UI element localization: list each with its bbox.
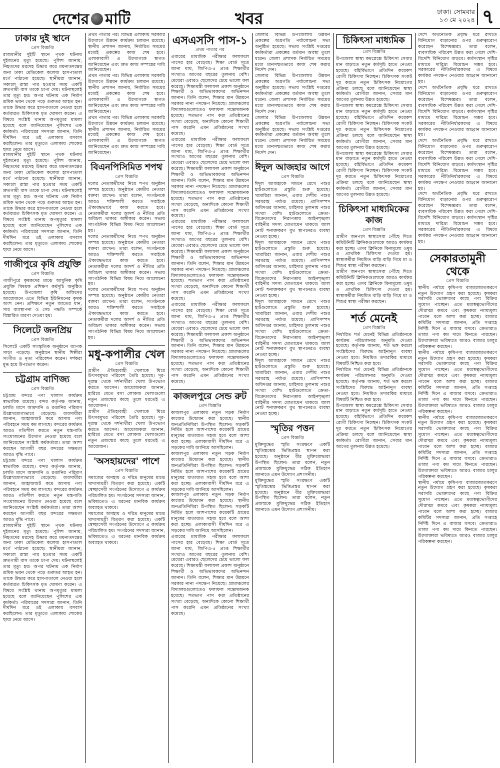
article-body: জেলার বিভিন্ন উপজেলায় উন্নয়ন প্রকল্পের অগ্রগতি পর্যালোচনা সভা অনুষ্ঠিত হয়েছে। সভায় সংশ্লিষ্ট দপ্তরের কর্মকর্তারা প্রকল্পের বর্তমান অবস্থা তুলে ধরেন। জেলা প্রশাসক নির্ধারিত সময়ের মধ্যে মানসম্মতভাবে কাজ শেষ করার নির্দেশ দেন। — [255, 33, 330, 74]
column-2 — [88, 33, 165, 763]
headline: চিকিৎসা মাধ্যমিকের কাজ — [338, 204, 410, 226]
article-body: দলের নেতাকর্মীদের নিয়ে শপথ অনুষ্ঠান সম্পন্ন হয়েছে। অনুষ্ঠানে কেন্দ্রীয় নেতারা বক্তব্য রাখেন। তারা বলেন, সংগঠনকে আরও শক্তিশালী করতে সবাইকে ঐক্যবদ্ধভাবে কাজ করতে হবে। নেতাকর্মীরা দলের আদর্শ ও নীতির প্রতি অবিচল থাকার অঙ্গীকার করেন। সভায় সাংগঠনিক বিভিন্ন বিষয় নিয়ে আলোচনা হয়। — [88, 182, 165, 235]
column-3 — [171, 33, 249, 763]
column-5 — [336, 33, 412, 763]
article-body: রাজধানীর দুইটি স্থানে পৃথক ঘটনায় দুইজনের মৃত্যু হয়েছে। পুলিশ জানায়, নিহতদের মরদেহ উদ্ধার করে ময়নাতদন্তের জন্য ঢাকা মেডিকেল কলেজ হাসপাতাল মর্গে পাঠানো হয়েছে। স্থানীয়রা জানান, সকালে রাস্তা পার হওয়ার সময় একটি দ্রুতগামী বাস তাকে চাপা দেয়। ঘটনাস্থলেই তার মৃত্যু হয়। অপর ঘটনায় এক নির্মাণ শ্রমিক ভবন থেকে পড়ে গুরুতর আহত হন। তাকে উদ্ধার করে হাসপাতালে নেওয়া হলে কর্তব্যরত চিকিৎসক মৃত ঘোষণা করেন। এ বিষয়ে সংশ্লিষ্ট থানায় অপমৃত্যুর মামলা হয়েছে বলে জানিয়েছেন পুলিশের এক কর্মকর্তা। পরিবারের সদস্যরা জানান, তিনি দীর্ঘদিন ধরে ওই এলাকায় বসবাস করছিলেন। তার মৃত্যুতে এলাকায় শোকের ছায়া নেমে আসে। — [3, 523, 82, 624]
divider — [88, 345, 165, 346]
article-body: এবারের মাধ্যমিক পরীক্ষার ফলাফলে পাসের হার বেড়েছে। শিক্ষা বোর্ড সূত্রে জানা যায়, জিপিএ-৫ প্রাপ্ত শিক্ষার্থীর সংখ্যাও আগের বছরের তুলনায় বেশি। মেয়েরা এবারও ছেলেদের চেয়ে ভালো ফল করেছে। শিক্ষামন্ত্রী ফলাফল প্রকাশ অনুষ্ঠানে শিক্ষার্থী ও অভিভাবকদের অভিনন্দন জানান। তিনি বলেন, শিক্ষার মান উন্নয়নে সরকার নানা পদক্ষেপ নিয়েছে। গ্রামাঞ্চলের বিদ্যালয়গুলোতেও ফলাফল সন্তোষজনক হয়েছে। শতভাগ পাস করা প্রতিষ্ঠানের সংখ্যা বেড়েছে, অন্যদিকে কোনো শিক্ষার্থী পাস করেনি এমন প্রতিষ্ঠানের সংখ্যা কমেছে। — [171, 55, 249, 137]
article-body: মুক্তিযুদ্ধের স্মৃতি সংরক্ষণে একটি স্মৃতিস্তম্ভের ভিত্তিপ্রস্তর স্থাপন করা হয়েছে। অনুষ্ঠানে বীর মুক্তিযোদ্ধারা উপস্থিত ছিলেন। তারা বলেন, নতুন প্রজন্মকে মুক্তিযুদ্ধের সঠিক ইতিহাস জানাতে এমন উদ্যোগ প্রশংসনীয়। — [255, 443, 330, 478]
headline: চট্টগ্রাম বাণিজ্য — [15, 374, 70, 385]
article-body: স্থানীয় পর্যায়ে কৃষিপণ্য বাজারজাতকরণে নতুন উদ্যোগ গ্রহণ করা হয়েছে। কৃষকরা সরাসরি ভোক্তাদের কাছে পণ্য বিক্রির সুযোগ পাচ্ছেন। এতে মধ্যস্বত্বভোগীদের দৌরাত্ম্য কমবে এবং কৃষকরা ন্যায্যমূল্য পাবেন বলে আশা করা হচ্ছে। বাজার কমিটির সদস্যরা জানান, প্রতি সপ্তাহে নির্দিষ্ট দিনে এ বাজার বসবে। ক্রেতারাও তাজা পণ্য কম দামে কিনতে পারছেন। উদ্যোক্তারা ভবিষ্যতে আরও বাজার চালুর পরিকল্পনা করছেন। — [418, 480, 497, 545]
article-body: নির্ধারিত শর্ত মেনেই বিভিন্ন প্রতিষ্ঠানকে কার্যক্রম পরিচালনার অনুমতি দেওয়া হয়েছে। কর্তৃপক্ষ জানায়, শর্ত ভঙ্গ করলে সংশ্লিষ্টদের বিরুদ্ধে আইনানুগ ব্যবস্থা নেওয়া হবে। নিয়মিত তদারকির মাধ্যমে বিষয়টি নিশ্চিত করা হবে। — [336, 332, 412, 368]
byline: প্রেস বিজ্ঞপ্তি — [446, 278, 469, 284]
byline: প্রেস বিজ্ঞপ্তি — [362, 227, 386, 233]
divider — [336, 309, 412, 310]
article-body: এবারের মাধ্যমিক পরীক্ষার ফলাফলে পাসের হার বেড়েছে। শিক্ষা বোর্ড সূত্রে জানা যায়, জিপিএ-৫ প্রাপ্ত শিক্ষার্থীর সংখ্যাও আগের বছরের তুলনায় বেশি। মেয়েরা এবারও ছেলেদের চেয়ে ভালো ফল করেছে। শিক্ষামন্ত্রী ফলাফল প্রকাশ অনুষ্ঠানে শিক্ষার্থী ও অভিভাবকদের অভিনন্দন জানান। তিনি বলেন, শিক্ষার মান উন্নয়নে সরকার নানা পদক্ষেপ নিয়েছে। গ্রামাঞ্চলের বিদ্যালয়গুলোতেও ফলাফল সন্তোষজনক হয়েছে। শতভাগ পাস করা প্রতিষ্ঠানের সংখ্যা বেড়েছে, অন্যদিকে কোনো শিক্ষার্থী পাস করেনি এমন প্রতিষ্ঠানের সংখ্যা কমেছে। — [171, 303, 249, 385]
article-body: সমাজের অসহায় ও দরিদ্র মানুষের মাঝে খাদ্যসামগ্রী বিতরণ করা হয়েছে। একটি স্বেচ্ছাসেবী সংগঠনের উদ্যোগে এ কার্যক্রম পরিচালিত হয়। সংগঠনের সদস্যরা জানান, ভবিষ্যতেও এ ধরনের মানবিক কার্যক্রম অব্যাহত থাকবে। — [88, 511, 165, 547]
masthead — [52, 8, 130, 33]
article-body: সমাজের অসহায় ও দরিদ্র মানুষের মাঝে খাদ্যসামগ্রী বিতরণ করা হয়েছে। একটি স্বেচ্ছাসেবী সংগঠনের উদ্যোগে এ কার্যক্রম পরিচালিত হয়। সংগঠনের সদস্যরা জানান, ভবিষ্যতেও এ ধরনের মানবিক কার্যক্রম অব্যাহত থাকবে। — [88, 476, 165, 511]
article-body: প্রথম পাতার পর। বিভিন্ন এলাকায় সরকারি উদ্যোগে উন্নয়ন কার্যক্রম চলমান রয়েছে। স্থানীয় প্রশাসন জানায়, নির্ধারিত সময়ের মধ্যেই প্রকল্পের কাজ শেষ হবে। এলাকাবাসী এ উদ্যোগকে স্বাগত জানিয়েছেন এবং দ্রুত কাজ সম্পন্নের দাবি জানিয়েছেন। — [88, 115, 165, 157]
column-rule — [168, 33, 169, 763]
article-body: উপজেলা স্বাস্থ্য কমপ্লেক্সে চিকিৎসা সেবার মান বাড়াতে নতুন কর্মসূচি হাতে নেওয়া হয়েছে। বহির্বিভাগে প্রতিদিন কয়েকশ রোগী চিকিৎসা নিচ্ছেন। চিকিৎসক সংকট দূর করতে নতুন চিকিৎসক নিয়োগের প্রক্রিয়া চলছে বলে জানিয়েছেন স্বাস্থ্য কর্মকর্তা। রোগীরা জানান, সেবার মান আগের তুলনায় উন্নত হয়েছে। — [336, 151, 412, 198]
divider — [3, 257, 82, 258]
article-body: দেশে অর্থনৈতিক প্রবৃদ্ধি ধরে রাখতে বিনিয়োগ বাড়ানোর ওপর গুরুত্বারোপ করেছেন বিশেষজ্ঞরা। তারা বলেন, ব্যবসায়িক পরিবেশ উন্নত করা গেলে দেশি-বিদেশি বিনিয়োগ বাড়বে। কর্মসংস্থান সৃষ্টির মাধ্যমে দারিদ্র্য বিমোচন সম্ভব হবে। সরকারের নীতিনির্ধারকদের এ বিষয়ে কার্যকর পদক্ষেপ নেওয়ার আহ্বান জানানো হয়। — [418, 86, 497, 139]
headline: সিলেটে জনপ্রিয় — [13, 326, 72, 337]
article-body: দেশে অর্থনৈতিক প্রবৃদ্ধি ধরে রাখতে বিনিয়োগ বাড়ানোর ওপর গুরুত্বারোপ করেছেন বিশেষজ্ঞরা। তারা বলেন, ব্যবসায়িক পরিবেশ উন্নত করা গেলে দেশি-বিদেশি বিনিয়োগ বাড়বে। কর্মসংস্থান সৃষ্টির মাধ্যমে দারিদ্র্য বিমোচন সম্ভব হবে। সরকারের নীতিনির্ধারকদের এ বিষয়ে কার্যকর পদক্ষেপ নেওয়ার আহ্বান জানানো হয়। — [418, 139, 497, 192]
page-header — [0, 0, 500, 29]
headline: সেকারতামুনী থেকে — [429, 251, 486, 278]
headline: চিকিৎসা মাধ্যমিক — [336, 34, 412, 49]
divider — [255, 160, 330, 161]
article-body: ঈদুল আজহাকে সামনে রেখে পশুর হাটগুলোতে প্রস্তুতি শুরু হয়েছে। খামারিরা জানান, এবার দেশীয় পশুর সরবরাহ পর্যাপ্ত রয়েছে। প্রাণিসম্পদ অধিদপ্তর জানায়, চাহিদার তুলনায় পশুর সংখ্যা বেশি। হাটগুলোতে ক্রেতা-বিক্রেতাদের নিরাপত্তায় আইনশৃঙ্খলা বাহিনীর সদস্য মোতায়েন থাকবে। জাল নোট শনাক্তকরণ বুথ স্থাপনেরও ব্যবস্থা নেওয়া হচ্ছে। — [255, 300, 330, 359]
byline: প্রেস বিজ্ঞপ্তি — [362, 325, 386, 331]
headline: এসএসসি পাস-১ — [172, 34, 248, 47]
divider — [3, 323, 82, 324]
article-body: স্থানীয় পর্যায়ে কৃষিপণ্য বাজারজাতকরণে নতুন উদ্যোগ গ্রহণ করা হয়েছে। কৃষকরা সরাসরি ভোক্তাদের কাছে পণ্য বিক্রির সুযোগ পাচ্ছেন। এতে মধ্যস্বত্বভোগীদের দৌরাত্ম্য কমবে এবং কৃষকরা ন্যায্যমূল্য পাবেন বলে আশা করা হচ্ছে। বাজার কমিটির সদস্যরা জানান, প্রতি সপ্তাহে নির্দিষ্ট দিনে এ বাজার বসবে। ক্রেতারাও তাজা পণ্য কম দামে কিনতে পারছেন। উদ্যোক্তারা ভবিষ্যতে আরও বাজার চালুর পরিকল্পনা করছেন। — [418, 415, 497, 480]
article-body: ঈদুল আজহাকে সামনে রেখে পশুর হাটগুলোতে প্রস্তুতি শুরু হয়েছে। খামারিরা জানান, এবার দেশীয় পশুর সরবরাহ পর্যাপ্ত রয়েছে। প্রাণিসম্পদ অধিদপ্তর জানায়, চাহিদার তুলনায় পশুর সংখ্যা বেশি। হাটগুলোতে ক্রেতা-বিক্রেতাদের নিরাপত্তায় আইনশৃঙ্খলা বাহিনীর সদস্য মোতায়েন থাকবে। জাল নোট শনাক্তকরণ বুথ স্থাপনেরও ব্যবস্থা নেওয়া হচ্ছে। — [255, 182, 330, 241]
article-body: প্রথম পাতার পর। বিভিন্ন এলাকায় সরকারি উদ্যোগে উন্নয়ন কার্যক্রম চলমান রয়েছে। স্থানীয় প্রশাসন জানায়, নির্ধারিত সময়ের মধ্যেই প্রকল্পের কাজ শেষ হবে। এলাকাবাসী এ উদ্যোগকে স্বাগত জানিয়েছেন এবং দ্রুত কাজ সম্পন্নের দাবি জানিয়েছেন। — [88, 33, 165, 74]
byline: প্রেস বিজ্ঞপ্তি — [198, 403, 222, 409]
headline: কাজলপুরে সেন্ড রুট — [173, 391, 247, 402]
article-body: সিলেটে একটি সাংস্কৃতিক অনুষ্ঠানে ব্যাপক সাড়া পড়েছে। অনুষ্ঠানে স্থানীয় শিল্পীরা সংগীত ও নৃত্য পরিবেশন করেন। দর্শকরা মুগ্ধ হয়ে উপভোগ করেন। — [3, 345, 82, 368]
page-number: ৭ — [477, 3, 498, 25]
headline: ঢাকার দুই স্থানে — [15, 34, 70, 44]
article-body: জেলার বিভিন্ন উপজেলায় উন্নয়ন প্রকল্পের অগ্রগতি পর্যালোচনা সভা অনুষ্ঠিত হয়েছে। সভায় সংশ্লিষ্ট দপ্তরের কর্মকর্তারা প্রকল্পের বর্তমান অবস্থা তুলে ধরেন। জেলা প্রশাসক নির্ধারিত সময়ের মধ্যে মানসম্মতভাবে কাজ শেষ করার নির্দেশ দেন। — [255, 74, 330, 115]
headline: স্মৃতির পত্তন — [270, 424, 315, 435]
article-body: উপজেলা স্বাস্থ্য কমপ্লেক্সে চিকিৎসা সেবার মান বাড়াতে নতুন কর্মসূচি হাতে নেওয়া হয়েছে। বহির্বিভাগে প্রতিদিন কয়েকশ রোগী চিকিৎসা নিচ্ছেন। চিকিৎসক সংকট দূর করতে নতুন চিকিৎসক নিয়োগের প্রক্রিয়া চলছে বলে জানিয়েছেন স্বাস্থ্য কর্মকর্তা। রোগীরা জানান, সেবার মান আগের তুলনায় উন্নত হয়েছে। — [336, 57, 412, 104]
article-body: নির্ধারিত শর্ত মেনেই বিভিন্ন প্রতিষ্ঠানকে কার্যক্রম পরিচালনার অনুমতি দেওয়া হয়েছে। কর্তৃপক্ষ জানায়, শর্ত ভঙ্গ করলে সংশ্লিষ্টদের বিরুদ্ধে আইনানুগ ব্যবস্থা নেওয়া হবে। নিয়মিত তদারকির মাধ্যমে বিষয়টি নিশ্চিত করা হবে। — [336, 368, 412, 403]
byline: প্রেস বিজ্ঞপ্তি — [281, 436, 304, 442]
article-body: চট্টগ্রাম বন্দরে পণ্য খালাস কার্যক্রম স্বাভাবিক রয়েছে। বন্দর কর্তৃপক্ষ জানায়, চলতি মাসে আমদানি ও রপ্তানির পরিমাণ উল্লেখযোগ্যভাবে বেড়েছে। ব্যবসায়ীরা জানান, জাহাজজট কমে আসায় পণ্য পরিবহনে সময় কম লাগছে। বন্দরের কার্যক্রম আরও গতিশীল করতে নতুন যন্ত্রপাতি সংযোজনের উদ্যোগ নেওয়া হয়েছে বলে জানিয়েছেন সংশ্লিষ্ট কর্মকর্তারা। তারা আশা করছেন আগামী বছর বন্দরের সক্ষমতা আরও বৃদ্ধি পাবে। — [3, 458, 82, 523]
article-body: চট্টগ্রাম বন্দরে পণ্য খালাস কার্যক্রম স্বাভাবিক রয়েছে। বন্দর কর্তৃপক্ষ জানায়, চলতি মাসে আমদানি ও রপ্তানির পরিমাণ উল্লেখযোগ্যভাবে বেড়েছে। ব্যবসায়ীরা জানান, জাহাজজট কমে আসায় পণ্য পরিবহনে সময় কম লাগছে। বন্দরের কার্যক্রম আরও গতিশীল করতে নতুন যন্ত্রপাতি সংযোজনের উদ্যোগ নেওয়া হয়েছে বলে জানিয়েছেন সংশ্লিষ্ট কর্মকর্তারা। তারা আশা করছেন আগামী বছর বন্দরের সক্ষমতা আরও বৃদ্ধি পাবে। — [3, 393, 82, 458]
byline: প্রেস বিজ্ঞপ্তি — [362, 50, 386, 55]
article-body: এবারের মাধ্যমিক পরীক্ষার ফলাফলে পাসের হার বেড়েছে। শিক্ষা বোর্ড সূত্রে জানা যায়, জিপিএ-৫ প্রাপ্ত শিক্ষার্থীর সংখ্যাও আগের বছরের তুলনায় বেশি। মেয়েরা এবারও ছেলেদের চেয়ে ভালো ফল করেছে। শিক্ষামন্ত্রী ফলাফল প্রকাশ অনুষ্ঠানে শিক্ষার্থী ও অভিভাবকদের অভিনন্দন জানান। তিনি বলেন, শিক্ষার মান উন্নয়নে সরকার নানা পদক্ষেপ নিয়েছে। গ্রামাঞ্চলের বিদ্যালয়গুলোতেও ফলাফল সন্তোষজনক হয়েছে। শতভাগ পাস করা প্রতিষ্ঠানের সংখ্যা বেড়েছে, অন্যদিকে কোনো শিক্ষার্থী পাস করেনি এমন প্রতিষ্ঠানের সংখ্যা কমেছে। — [171, 534, 249, 617]
article-body: মুক্তিযুদ্ধের স্মৃতি সংরক্ষণে একটি স্মৃতিস্তম্ভের ভিত্তিপ্রস্তর স্থাপন করা হয়েছে। অনুষ্ঠানে বীর মুক্তিযোদ্ধারা উপস্থিত ছিলেন। তারা বলেন, নতুন প্রজন্মকে মুক্তিযুদ্ধের সঠিক ইতিহাস জানাতে এমন উদ্যোগ প্রশংসনীয়। — [255, 478, 330, 514]
byline: প্রেস বিজ্ঞপ্তি — [281, 175, 304, 181]
article-body: রাজধানীর দুইটি স্থানে পৃথক ঘটনায় দুইজনের মৃত্যু হয়েছে। পুলিশ জানায়, নিহতদের মরদেহ উদ্ধার করে ময়নাতদন্তের জন্য ঢাকা মেডিকেল কলেজ হাসপাতাল মর্গে পাঠানো হয়েছে। স্থানীয়রা জানান, সকালে রাস্তা পার হওয়ার সময় একটি দ্রুতগামী বাস তাকে চাপা দেয়। ঘটনাস্থলেই তার মৃত্যু হয়। অপর ঘটনায় এক নির্মাণ শ্রমিক ভবন থেকে পড়ে গুরুতর আহত হন। তাকে উদ্ধার করে হাসপাতালে নেওয়া হলে কর্তব্যরত চিকিৎসক মৃত ঘোষণা করেন। এ বিষয়ে সংশ্লিষ্ট থানায় অপমৃত্যুর মামলা হয়েছে বলে জানিয়েছেন পুলিশের এক কর্মকর্তা। পরিবারের সদস্যরা জানান, তিনি দীর্ঘদিন ধরে ওই এলাকায় বসবাস করছিলেন। তার মৃত্যুতে এলাকায় শোকের ছায়া নেমে আসে। — [3, 153, 82, 253]
byline: প্রেস বিজ্ঞপ্তি — [31, 338, 54, 344]
article-body: গ্রামীণ ঐতিহ্যবাহী খেলাকে ঘিরে উৎসবমুখর পরিবেশ তৈরি হয়েছে। দূর-দূরান্ত থেকে দর্শনার্থীরা খেলা উপভোগ করতে আসেন। আয়োজকরা জানান, হারিয়ে যেতে বসা লোকজ খেলাগুলো নতুন প্রজন্মের কাছে তুলে ধরতেই এ আয়োজন। — [88, 409, 165, 451]
masthead-right: মাটি — [105, 10, 131, 28]
article-body: রাজধানীর দুইটি স্থানে পৃথক ঘটনায় দুইজনের মৃত্যু হয়েছে। পুলিশ জানায়, নিহতদের মরদেহ উদ্ধার করে ময়নাতদন্তের জন্য ঢাকা মেডিকেল কলেজ হাসপাতাল মর্গে পাঠানো হয়েছে। স্থানীয়রা জানান, সকালে রাস্তা পার হওয়ার সময় একটি দ্রুতগামী বাস তাকে চাপা দেয়। ঘটনাস্থলেই তার মৃত্যু হয়। অপর ঘটনায় এক নির্মাণ শ্রমিক ভবন থেকে পড়ে গুরুতর আহত হন। তাকে উদ্ধার করে হাসপাতালে নেওয়া হলে কর্তব্যরত চিকিৎসক মৃত ঘোষণা করেন। এ বিষয়ে সংশ্লিষ্ট থানায় অপমৃত্যুর মামলা হয়েছে বলে জানিয়েছেন পুলিশের এক কর্মকর্তা। পরিবারের সদস্যরা জানান, তিনি দীর্ঘদিন ধরে ওই এলাকায় বসবাস করছিলেন। তার মৃত্যুতে এলাকায় শোকের ছায়া নেমে আসে। — [3, 53, 82, 153]
article-body: দলের নেতাকর্মীদের নিয়ে শপথ অনুষ্ঠান সম্পন্ন হয়েছে। অনুষ্ঠানে কেন্দ্রীয় নেতারা বক্তব্য রাখেন। তারা বলেন, সংগঠনকে আরও শক্তিশালী করতে সবাইকে ঐক্যবদ্ধভাবে কাজ করতে হবে। নেতাকর্মীরা দলের আদর্শ ও নীতির প্রতি অবিচল থাকার অঙ্গীকার করেন। সভায় সাংগঠনিক বিভিন্ন বিষয় নিয়ে আলোচনা হয়। — [88, 288, 165, 341]
headline: শর্ত মেনেই — [351, 311, 397, 325]
divider — [418, 249, 497, 250]
divider — [88, 160, 165, 161]
headline: 'অসহায়দের' পাশে — [93, 457, 160, 468]
article-body: গ্রামীণ জনপদে স্বাস্থ্যসেবা পৌঁছে দিতে কমিউনিটি ক্লিনিকগুলোকে আরও কার্যকর করা হচ্ছে। এসব ক্লিনিকে বিনামূল্যে ওষুধ ও প্রাথমিক চিকিৎসা দেওয়া হয়। স্বাস্থ্যকর্মীরা নিয়মিত বাড়ি বাড়ি গিয়ে মা ও শিশুর স্বাস্থ্য পরীক্ষা করছেন। — [336, 234, 412, 270]
article-body: কাজলপুর এলাকায় নতুন সড়ক নির্মাণ কাজের উদ্বোধন করা হয়েছে। স্থানীয় জনপ্রতিনিধিরা উপস্থিত ছিলেন। সড়কটি নির্মিত হলে আশপাশের কয়েকটি গ্রামের মানুষের যাতায়াত সহজ হবে বলে আশা করা হচ্ছে। এলাকাবাসী দীর্ঘদিন ধরে এ সড়কের দাবি জানিয়ে আসছিলেন। — [171, 410, 249, 452]
column-1 — [3, 33, 82, 763]
divider — [88, 454, 165, 455]
article-body: গ্রামীণ জনপদে স্বাস্থ্যসেবা পৌঁছে দিতে কমিউনিটি ক্লিনিকগুলোকে আরও কার্যকর করা হচ্ছে। এসব ক্লিনিকে বিনামূল্যে ওষুধ ও প্রাথমিক চিকিৎসা দেওয়া হয়। স্বাস্থ্যকর্মীরা নিয়মিত বাড়ি বাড়ি গিয়ে মা ও শিশুর স্বাস্থ্য পরীক্ষা করছেন। — [336, 270, 412, 305]
article-body: দেশে অর্থনৈতিক প্রবৃদ্ধি ধরে রাখতে বিনিয়োগ বাড়ানোর ওপর গুরুত্বারোপ করেছেন বিশেষজ্ঞরা। তারা বলেন, ব্যবসায়িক পরিবেশ উন্নত করা গেলে দেশি-বিদেশি বিনিয়োগ বাড়বে। কর্মসংস্থান সৃষ্টির মাধ্যমে দারিদ্র্য বিমোচন সম্ভব হবে। সরকারের নীতিনির্ধারকদের এ বিষয়ে কার্যকর পদক্ষেপ নেওয়ার আহ্বান জানানো হয়। — [418, 33, 497, 86]
headline: মধু-কপালীর খেল — [88, 347, 165, 361]
divider — [336, 202, 412, 203]
article-body: এবারের মাধ্যমিক পরীক্ষার ফলাফলে পাসের হার বেড়েছে। শিক্ষা বোর্ড সূত্রে জানা যায়, জিপিএ-৫ প্রাপ্ত শিক্ষার্থীর সংখ্যাও আগের বছরের তুলনায় বেশি। মেয়েরা এবারও ছেলেদের চেয়ে ভালো ফল করেছে। শিক্ষামন্ত্রী ফলাফল প্রকাশ অনুষ্ঠানে শিক্ষার্থী ও অভিভাবকদের অভিনন্দন জানান। তিনি বলেন, শিক্ষার মান উন্নয়নে সরকার নানা পদক্ষেপ নিয়েছে। গ্রামাঞ্চলের বিদ্যালয়গুলোতেও ফলাফল সন্তোষজনক হয়েছে। শতভাগ পাস করা প্রতিষ্ঠানের সংখ্যা বেড়েছে, অন্যদিকে কোনো শিক্ষার্থী পাস করেনি এমন প্রতিষ্ঠানের সংখ্যা কমেছে। — [171, 137, 249, 220]
dateline — [405, 8, 475, 24]
article-body: উপজেলা স্বাস্থ্য কমপ্লেক্সে চিকিৎসা সেবার মান বাড়াতে নতুন কর্মসূচি হাতে নেওয়া হয়েছে। বহির্বিভাগে প্রতিদিন কয়েকশ রোগী চিকিৎসা নিচ্ছেন। চিকিৎসক সংকট দূর করতে নতুন চিকিৎসক নিয়োগের প্রক্রিয়া চলছে বলে জানিয়েছেন স্বাস্থ্য কর্মকর্তা। রোগীরা জানান, সেবার মান আগের তুলনায় উন্নত হয়েছে। — [336, 403, 412, 450]
article-body: গাজীপুরে কৃষকদের মাঝে আধুনিক কৃষি প্রযুক্তি বিষয়ক প্রশিক্ষণ কর্মসূচি অনুষ্ঠিত হয়েছে। উপজেলা কৃষি অফিসের আয়োজনে এতে বিভিন্ন ইউনিয়নের কৃষক অংশ নেন। প্রশিক্ষণে নতুন জাতের ধান, সার ব্যবস্থাপনা ও সেচ পদ্ধতি সম্পর্কে বিস্তারিত ধারণা দেওয়া হয়। — [3, 278, 82, 320]
byline: প্রেস বিজ্ঞপ্তি — [115, 469, 138, 475]
byline: প্রেস বিজ্ঞপ্তি — [115, 175, 138, 181]
column-rule — [333, 33, 334, 763]
byline: প্রেস বিজ্ঞপ্তি — [31, 271, 54, 277]
article-body: উপজেলা স্বাস্থ্য কমপ্লেক্সে চিকিৎসা সেবার মান বাড়াতে নতুন কর্মসূচি হাতে নেওয়া হয়েছে। বহির্বিভাগে প্রতিদিন কয়েকশ রোগী চিকিৎসা নিচ্ছেন। চিকিৎসক সংকট দূর করতে নতুন চিকিৎসক নিয়োগের প্রক্রিয়া চলছে বলে জানিয়েছেন স্বাস্থ্য কর্মকর্তা। রোগীরা জানান, সেবার মান আগের তুলনায় উন্নত হয়েছে। — [336, 104, 412, 151]
dateline-date: ১৩ মে ২০২৪ — [439, 16, 475, 24]
article-body: দেশে অর্থনৈতিক প্রবৃদ্ধি ধরে রাখতে বিনিয়োগ বাড়ানোর ওপর গুরুত্বারোপ করেছেন বিশেষজ্ঞরা। তারা বলেন, ব্যবসায়িক পরিবেশ উন্নত করা গেলে দেশি-বিদেশি বিনিয়োগ বাড়বে। কর্মসংস্থান সৃষ্টির মাধ্যমে দারিদ্র্য বিমোচন সম্ভব হবে। সরকারের নীতিনির্ধারকদের এ বিষয়ে কার্যকর পদক্ষেপ নেওয়ার আহ্বান জানানো হয়। — [418, 192, 497, 245]
headline: ঈদুল আজহার আগে — [255, 163, 330, 174]
article-body: কাজলপুর এলাকায় নতুন সড়ক নির্মাণ কাজের উদ্বোধন করা হয়েছে। স্থানীয় জনপ্রতিনিধিরা উপস্থিত ছিলেন। সড়কটি নির্মিত হলে আশপাশের কয়েকটি গ্রামের মানুষের যাতায়াত সহজ হবে বলে আশা করা হচ্ছে। এলাকাবাসী দীর্ঘদিন ধরে এ সড়কের দাবি জানিয়ে আসছিলেন। — [171, 493, 249, 534]
masthead-left: দেশের — [52, 10, 90, 28]
byline: প্রথম পাতার পর — [195, 48, 225, 53]
byline: প্রেস বিজ্ঞপ্তি — [31, 46, 54, 51]
globe-icon — [91, 13, 103, 25]
column-rule — [415, 33, 416, 763]
article-body: স্থানীয় পর্যায়ে কৃষিপণ্য বাজারজাতকরণে নতুন উদ্যোগ গ্রহণ করা হয়েছে। কৃষকরা সরাসরি ভোক্তাদের কাছে পণ্য বিক্রির সুযোগ পাচ্ছেন। এতে মধ্যস্বত্বভোগীদের দৌরাত্ম্য কমবে এবং কৃষকরা ন্যায্যমূল্য পাবেন বলে আশা করা হচ্ছে। বাজার কমিটির সদস্যরা জানান, প্রতি সপ্তাহে নির্দিষ্ট দিনে এ বাজার বসবে। ক্রেতারাও তাজা পণ্য কম দামে কিনতে পারছেন। উদ্যোক্তারা ভবিষ্যতে আরও বাজার চালুর পরিকল্পনা করছেন। — [418, 285, 497, 350]
article-body: ঈদুল আজহাকে সামনে রেখে পশুর হাটগুলোতে প্রস্তুতি শুরু হয়েছে। খামারিরা জানান, এবার দেশীয় পশুর সরবরাহ পর্যাপ্ত রয়েছে। প্রাণিসম্পদ অধিদপ্তর জানায়, চাহিদার তুলনায় পশুর সংখ্যা বেশি। হাটগুলোতে ক্রেতা-বিক্রেতাদের নিরাপত্তায় আইনশৃঙ্খলা বাহিনীর সদস্য মোতায়েন থাকবে। জাল নোট শনাক্তকরণ বুথ স্থাপনেরও ব্যবস্থা নেওয়া হচ্ছে। — [255, 359, 330, 418]
article-body: দলের নেতাকর্মীদের নিয়ে শপথ অনুষ্ঠান সম্পন্ন হয়েছে। অনুষ্ঠানে কেন্দ্রীয় নেতারা বক্তব্য রাখেন। তারা বলেন, সংগঠনকে আরও শক্তিশালী করতে সবাইকে ঐক্যবদ্ধভাবে কাজ করতে হবে। নেতাকর্মীরা দলের আদর্শ ও নীতির প্রতি অবিচল থাকার অঙ্গীকার করেন। সভায় সাংগঠনিক বিভিন্ন বিষয় নিয়ে আলোচনা হয়। — [88, 235, 165, 288]
article-body: গ্রামীণ ঐতিহ্যবাহী খেলাকে ঘিরে উৎসবমুখর পরিবেশ তৈরি হয়েছে। দূর-দূরান্ত থেকে দর্শনার্থীরা খেলা উপভোগ করতে আসেন। আয়োজকরা জানান, হারিয়ে যেতে বসা লোকজ খেলাগুলো নতুন প্রজন্মের কাছে তুলে ধরতেই এ আয়োজন। — [88, 368, 165, 409]
article-body: কাজলপুর এলাকায় নতুন সড়ক নির্মাণ কাজের উদ্বোধন করা হয়েছে। স্থানীয় জনপ্রতিনিধিরা উপস্থিত ছিলেন। সড়কটি নির্মিত হলে আশপাশের কয়েকটি গ্রামের মানুষের যাতায়াত সহজ হবে বলে আশা করা হচ্ছে। এলাকাবাসী দীর্ঘদিন ধরে এ সড়কের দাবি জানিয়ে আসছিলেন। — [171, 452, 249, 493]
article-body: প্রথম পাতার পর। বিভিন্ন এলাকায় সরকারি উদ্যোগে উন্নয়ন কার্যক্রম চলমান রয়েছে। স্থানীয় প্রশাসন জানায়, নির্ধারিত সময়ের মধ্যেই প্রকল্পের কাজ শেষ হবে। এলাকাবাসী এ উদ্যোগকে স্বাগত জানিয়েছেন এবং দ্রুত কাজ সম্পন্নের দাবি জানিয়েছেন। — [88, 74, 165, 115]
byline: প্রেস বিজ্ঞপ্তি — [115, 361, 138, 367]
headline: বিএনপিসিমিত শপথ — [90, 163, 163, 174]
divider — [171, 389, 249, 390]
article-body: স্থানীয় পর্যায়ে কৃষিপণ্য বাজারজাতকরণে নতুন উদ্যোগ গ্রহণ করা হয়েছে। কৃষকরা সরাসরি ভোক্তাদের কাছে পণ্য বিক্রির সুযোগ পাচ্ছেন। এতে মধ্যস্বত্বভোগীদের দৌরাত্ম্য কমবে এবং কৃষকরা ন্যায্যমূল্য পাবেন বলে আশা করা হচ্ছে। বাজার কমিটির সদস্যরা জানান, প্রতি সপ্তাহে নির্দিষ্ট দিনে এ বাজার বসবে। ক্রেতারাও তাজা পণ্য কম দামে কিনতে পারছেন। উদ্যোক্তারা ভবিষ্যতে আরও বাজার চালুর পরিকল্পনা করছেন। — [418, 350, 497, 415]
article-body: জেলার বিভিন্ন উপজেলায় উন্নয়ন প্রকল্পের অগ্রগতি পর্যালোচনা সভা অনুষ্ঠিত হয়েছে। সভায় সংশ্লিষ্ট দপ্তরের কর্মকর্তারা প্রকল্পের বর্তমান অবস্থা তুলে ধরেন। জেলা প্রশাসক নির্ধারিত সময়ের মধ্যে মানসম্মতভাবে কাজ শেষ করার নির্দেশ দেন। — [255, 115, 330, 157]
headline: গাজীপুরে কৃষি প্রযুক্তি — [3, 259, 82, 270]
column-rule — [252, 33, 253, 763]
column-6 — [418, 33, 497, 763]
divider — [255, 421, 330, 422]
article-body: ঈদুল আজহাকে সামনে রেখে পশুর হাটগুলোতে প্রস্তুতি শুরু হয়েছে। খামারিরা জানান, এবার দেশীয় পশুর সরবরাহ পর্যাপ্ত রয়েছে। প্রাণিসম্পদ অধিদপ্তর জানায়, চাহিদার তুলনায় পশুর সংখ্যা বেশি। হাটগুলোতে ক্রেতা-বিক্রেতাদের নিরাপত্তায় আইনশৃঙ্খলা বাহিনীর সদস্য মোতায়েন থাকবে। জাল নোট শনাক্তকরণ বুথ স্থাপনেরও ব্যবস্থা নেওয়া হচ্ছে। — [255, 241, 330, 300]
divider — [3, 372, 82, 373]
column-rule — [85, 33, 86, 763]
column-4 — [255, 33, 330, 763]
section-title: খবর — [235, 9, 264, 28]
article-body: এবারের মাধ্যমিক পরীক্ষার ফলাফলে পাসের হার বেড়েছে। শিক্ষা বোর্ড সূত্রে জানা যায়, জিপিএ-৫ প্রাপ্ত শিক্ষার্থীর সংখ্যাও আগের বছরের তুলনায় বেশি। মেয়েরা এবারও ছেলেদের চেয়ে ভালো ফল করেছে। শিক্ষামন্ত্রী ফলাফল প্রকাশ অনুষ্ঠানে শিক্ষার্থী ও অভিভাবকদের অভিনন্দন জানান। তিনি বলেন, শিক্ষার মান উন্নয়নে সরকার নানা পদক্ষেপ নিয়েছে। গ্রামাঞ্চলের বিদ্যালয়গুলোতেও ফলাফল সন্তোষজনক হয়েছে। শতভাগ পাস করা প্রতিষ্ঠানের সংখ্যা বেড়েছে, অন্যদিকে কোনো শিক্ষার্থী পাস করেনি এমন প্রতিষ্ঠানের সংখ্যা কমেছে। — [171, 220, 249, 303]
dateline-day: ঢাকা। সোমবার — [437, 8, 475, 16]
byline: প্রেস বিজ্ঞপ্তি — [31, 386, 54, 392]
